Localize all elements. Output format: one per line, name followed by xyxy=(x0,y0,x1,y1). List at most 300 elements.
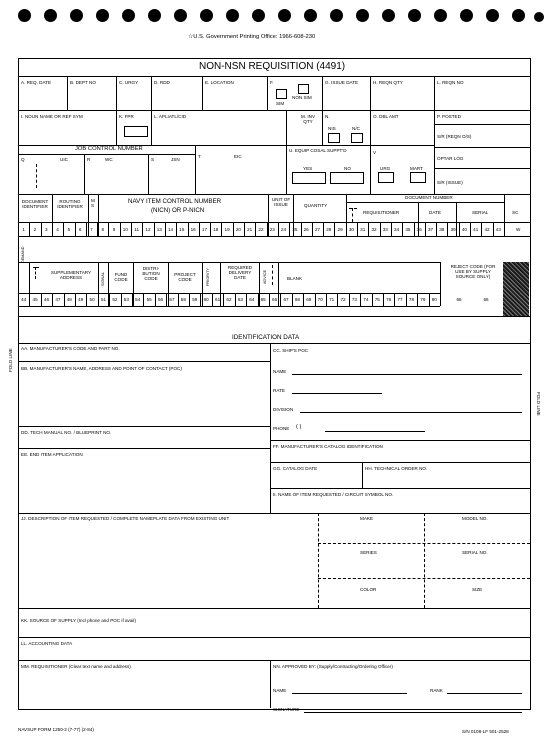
divider xyxy=(18,637,530,638)
card2-column-number: 75 xyxy=(374,297,380,302)
card1-column-number: 5 xyxy=(67,227,71,232)
card2-column-number: 79 xyxy=(420,297,426,302)
non-sim-label: NON SIM xyxy=(292,95,312,100)
nc-label: N/C xyxy=(352,126,360,131)
form-number: NAVSUP FORM 1250-2 (7-77) (2-84) xyxy=(18,727,94,732)
mart-label: MART xyxy=(410,166,423,171)
punch-hole xyxy=(382,9,395,22)
card2-column-number: 69 xyxy=(306,297,312,302)
card1-column-tick xyxy=(447,222,448,236)
divider xyxy=(286,110,287,145)
punch-hole xyxy=(148,9,161,22)
card2-column-tick xyxy=(337,293,338,306)
punch-hole xyxy=(122,9,135,22)
urg-box[interactable] xyxy=(378,172,394,183)
card1-column-tick xyxy=(323,222,324,236)
card1-column-number: 1 xyxy=(22,227,25,232)
dashed-divider xyxy=(352,208,353,222)
nicn-header-2: (NICN) OR P-NICN xyxy=(151,207,205,214)
card2-column-number: 52 xyxy=(112,297,118,302)
punch-hole xyxy=(512,9,525,22)
punch-hole xyxy=(534,12,544,22)
divider xyxy=(322,76,323,110)
card1-column-number: 19 xyxy=(224,227,230,232)
yes-label: YES xyxy=(303,166,313,171)
punch-hole xyxy=(486,9,499,22)
field-ii[interactable]: II. NAME OF ITEM REQUESTED / CIRCUIT SYMBOL NO. xyxy=(273,492,394,497)
card2-column-tick xyxy=(75,293,76,306)
dashed-divider xyxy=(318,578,530,579)
divider xyxy=(346,202,504,203)
card1-column-number: 14 xyxy=(168,227,174,232)
field-location[interactable]: E. LOCATION xyxy=(205,80,234,85)
card1-column-tick xyxy=(29,222,30,236)
card2-column-tick xyxy=(269,293,270,306)
card2-column-tick xyxy=(132,293,133,306)
divider xyxy=(440,262,441,306)
jcn-s: S xyxy=(151,157,155,162)
card2-column-number: 62 xyxy=(226,297,232,302)
jcn-uic[interactable]: UIC xyxy=(60,157,68,162)
size-label[interactable]: SIZE xyxy=(472,587,483,592)
doc-identifier-header: DOCUMENT IDENTIFIER xyxy=(21,199,49,209)
card2-column-number: 46 xyxy=(43,297,50,302)
field-ll[interactable]: LL. ACCOUNTING DATA xyxy=(21,641,73,646)
card2-column-number: 64 xyxy=(249,297,255,302)
field-bb[interactable]: BB. MANUFACTURER'S NAME, ADDRESS AND POINT OF CONTACT (POC) xyxy=(21,366,182,371)
jcn-q: Q xyxy=(21,157,25,162)
requisitioner-header: REQUISITIONER xyxy=(363,210,400,215)
punch-hole xyxy=(304,9,317,22)
serial-header: SERIAL xyxy=(472,210,489,215)
advice-header: ADVICE xyxy=(263,269,267,284)
printing-office-line: ☆U.S. Government Printing Office: 1966-608-230 xyxy=(188,34,316,40)
divider xyxy=(18,222,530,223)
divider xyxy=(18,194,530,195)
card2-column-number: 74 xyxy=(363,297,369,302)
field-rdd[interactable]: D. RDD xyxy=(154,80,170,85)
card2-column-tick xyxy=(246,293,247,306)
card1-column-number: 8 xyxy=(101,227,105,232)
blank-header: BLANK xyxy=(287,276,303,281)
punch-hole xyxy=(174,9,187,22)
card2-column-tick xyxy=(326,293,327,306)
card1-column-number: 17 xyxy=(201,227,208,232)
field-fpr[interactable]: K. FPR xyxy=(119,114,134,119)
card2-column-tick xyxy=(292,293,293,306)
card1-column-tick xyxy=(221,222,222,236)
field-mm[interactable]: MM. REQUISITIONER (Clear text name and address) xyxy=(21,664,131,669)
divider xyxy=(370,110,371,145)
card1-column-tick xyxy=(436,222,437,236)
card2-column-number: 65 xyxy=(260,297,266,302)
field-dept-no[interactable]: B. DEPT NO xyxy=(70,80,96,85)
col-65: 65 xyxy=(456,297,462,302)
field-urgy[interactable]: C. URGY xyxy=(119,80,139,85)
sr-issue-field[interactable]: S/R (ISSUE) xyxy=(437,180,463,185)
serial-no-label[interactable]: SERIAL NO. xyxy=(462,550,488,555)
punch-hole xyxy=(330,9,343,22)
nis-label: NIS xyxy=(328,126,336,131)
jcn-r: R xyxy=(87,157,91,162)
punch-hole xyxy=(278,9,291,22)
card2-column-number: 76 xyxy=(386,297,392,302)
divider xyxy=(202,76,203,110)
jcn-v: V xyxy=(373,150,377,155)
card1-column-number: 10 xyxy=(122,227,128,232)
jcn-jsn[interactable]: JSN xyxy=(171,157,180,162)
approver-rank-label: RANK xyxy=(430,688,443,693)
field-posted[interactable]: P. POSTED xyxy=(437,114,461,119)
card2-column-number: 49 xyxy=(78,297,84,302)
signature-line[interactable] xyxy=(304,712,522,713)
card2-column-number: 59 xyxy=(192,297,198,302)
card1-column-tick xyxy=(493,222,494,236)
card2-column-tick xyxy=(417,293,418,306)
no-box[interactable] xyxy=(330,172,364,184)
sc-w-value: W xyxy=(516,227,521,232)
card1-column-number: 26 xyxy=(303,227,309,232)
card1-column-tick xyxy=(41,222,42,236)
priority-header: PRIORITY xyxy=(206,268,210,286)
dashed-mark xyxy=(349,208,357,209)
urg-label: URG xyxy=(380,166,391,171)
divider xyxy=(434,110,435,194)
field-apl[interactable]: L. APLIATL/CID xyxy=(154,114,187,119)
card2-column-tick xyxy=(52,293,53,306)
divider xyxy=(18,262,440,263)
divider xyxy=(322,110,323,145)
divider xyxy=(18,361,270,362)
divider xyxy=(434,76,435,110)
nicn-header: NAVY ITEM CONTROL NUMBER xyxy=(128,198,222,205)
divider xyxy=(18,343,530,344)
card2-column-tick xyxy=(143,293,144,306)
approver-name-label: NAME xyxy=(273,688,287,693)
card1-column-tick xyxy=(244,222,245,236)
divider xyxy=(18,608,530,609)
card1-column-number: 16 xyxy=(190,227,196,232)
card2-column-tick xyxy=(29,293,30,306)
card1-column-tick xyxy=(425,222,426,236)
poc-phone-label: PHONE xyxy=(273,426,290,431)
field-req-date[interactable]: A. REQ. DATE xyxy=(21,80,52,85)
card1-column-number: 4 xyxy=(56,227,59,232)
card1-column-tick xyxy=(459,222,460,236)
card1-column-tick xyxy=(131,222,132,236)
card1-column-number: 23 xyxy=(269,227,275,232)
field-issue-date[interactable]: G. ISSUE DATE xyxy=(325,80,359,85)
card1-column-tick xyxy=(75,222,76,236)
card1-column-number: 13 xyxy=(156,227,162,232)
poc-rate-label: RATE xyxy=(273,388,285,393)
field-jj[interactable]: JJ. DESCRIPTION OF ITEM REQUESTED / COMPLETE NAMEPLATE DATA FROM EXISTING UNIT xyxy=(21,516,230,521)
field-cc[interactable]: CC. SHIP'S POC xyxy=(273,348,309,353)
nc-checkbox[interactable] xyxy=(351,133,363,143)
card2-column-tick xyxy=(121,293,122,306)
make-label[interactable]: MAKE xyxy=(360,516,374,521)
card2-column-number: 80 xyxy=(431,297,437,302)
card2-column-tick xyxy=(349,293,350,306)
field-n-label: N. xyxy=(325,114,330,119)
rate-line[interactable] xyxy=(292,393,382,394)
punch-hole xyxy=(200,9,213,22)
card1-column-tick xyxy=(312,222,313,236)
card2-column-number: 44 xyxy=(21,297,27,302)
distribution-code-header: DISTRI-BUTION CODE xyxy=(142,266,160,281)
divider xyxy=(195,145,196,194)
card1-column-number: 9 xyxy=(112,227,116,232)
signal-header: SIGNAL xyxy=(101,272,105,286)
supp-address-header: SUPPLEMENTARY ADDRESS xyxy=(50,270,92,280)
card2-column-tick xyxy=(166,293,167,306)
card2-column-tick xyxy=(429,293,430,306)
fpr-box[interactable] xyxy=(124,126,148,137)
card1-column-tick xyxy=(97,222,98,236)
card1-column-tick xyxy=(210,222,211,236)
divider xyxy=(18,293,440,294)
optar-log-field[interactable]: OPTAR LOG xyxy=(437,156,464,161)
card1-column-tick xyxy=(289,222,290,236)
non-sim-checkbox[interactable] xyxy=(298,84,309,94)
card2-column-number: 78 xyxy=(408,297,415,302)
stock-number: S/N 0108-LF 501-2528 xyxy=(462,729,509,734)
card2-column-tick xyxy=(212,293,213,306)
card1-column-number: 29 xyxy=(337,227,343,232)
fund-code-header: FUND CODE xyxy=(114,272,128,282)
card2-column-tick xyxy=(86,293,87,306)
punch-hole xyxy=(408,9,421,22)
model-label[interactable]: MODEL NO. xyxy=(462,516,488,521)
quantity-header: QUANTITY xyxy=(304,203,328,208)
series-label[interactable]: SERIES xyxy=(360,550,377,555)
poc-name-label: NAME xyxy=(273,369,287,374)
sim-checkbox[interactable] xyxy=(276,89,287,99)
shaded-block xyxy=(503,262,529,316)
card1-column-number: 34 xyxy=(394,227,400,232)
phone-line[interactable] xyxy=(325,431,425,432)
sc-header: SC xyxy=(512,210,519,215)
card2-column-tick xyxy=(235,293,236,306)
card2-column-number: 72 xyxy=(340,297,346,302)
card1-column-number: 3 xyxy=(44,227,48,232)
poc-division-label: DIVISION xyxy=(273,407,294,412)
divider xyxy=(434,147,530,148)
card1-column-tick xyxy=(357,222,358,236)
divider xyxy=(370,76,371,110)
divider xyxy=(18,306,440,307)
project-code-header: PROJECT CODE xyxy=(174,272,196,282)
card2-column-tick xyxy=(383,293,384,306)
demand-header: DEMAND xyxy=(21,246,25,263)
card2-column-number: 54 xyxy=(135,297,141,302)
card2-column-tick xyxy=(178,293,179,306)
divider xyxy=(151,110,152,145)
card1-column-number: 37 xyxy=(427,227,434,232)
punch-hole xyxy=(434,9,447,22)
card1-column-tick xyxy=(278,222,279,236)
card2-column-number: 77 xyxy=(397,297,403,302)
field-dd[interactable]: DD. TECH MANUAL NO. / BLUEPRINT NO. xyxy=(21,430,112,435)
dashed-mark xyxy=(33,267,39,268)
date-header: DATE xyxy=(429,210,441,215)
sim-label: SIM xyxy=(276,101,285,106)
card1-column-number: 6 xyxy=(78,227,82,232)
card1-column-tick xyxy=(267,222,268,236)
jcn-t: T xyxy=(198,154,201,159)
divider xyxy=(18,316,530,317)
divider xyxy=(18,76,530,77)
card1-column-tick xyxy=(165,222,166,236)
col-66: 66 xyxy=(483,297,489,302)
card2-column-number: 57 xyxy=(169,297,175,302)
card1-column-tick xyxy=(154,222,155,236)
divider xyxy=(270,440,530,441)
card1-column-number: 21 xyxy=(247,227,253,232)
dashed-divider xyxy=(318,513,319,608)
dashed-divider xyxy=(36,164,37,188)
divider xyxy=(270,660,271,708)
card1-column-number: 35 xyxy=(405,227,411,232)
dashed-divider xyxy=(272,265,273,285)
division-line[interactable] xyxy=(300,412,522,413)
document-number-header: DOCUMENT NUMBER xyxy=(405,195,453,200)
punch-hole xyxy=(70,9,83,22)
jcn-equip-cosal[interactable]: U. EQUIP COSAL SUPPT'D xyxy=(289,148,347,153)
field-inv-qty[interactable]: M. INV QTY xyxy=(300,114,316,124)
card1-column-tick xyxy=(334,222,335,236)
card1-column-number: 12 xyxy=(145,227,151,232)
card1-column-number: 11 xyxy=(134,227,140,232)
card1-column-tick xyxy=(346,222,347,236)
poc-phone-paren: ( ) xyxy=(296,424,302,430)
card1-column-tick xyxy=(176,222,177,236)
card1-column-number: 38 xyxy=(439,227,445,232)
divider xyxy=(18,426,270,427)
divider xyxy=(370,145,371,194)
card1-column-tick xyxy=(470,222,471,236)
yes-box[interactable] xyxy=(292,172,326,184)
jcn-title: JOB CONTROL NUMBER xyxy=(75,146,143,152)
approver-rank-line[interactable] xyxy=(447,693,522,694)
card2-column-tick xyxy=(189,293,190,306)
card2-column-number: 71 xyxy=(329,297,335,302)
dashed-divider xyxy=(318,543,530,544)
field-gg[interactable]: GG. CATALOG DATE xyxy=(273,466,318,471)
divider xyxy=(362,462,363,488)
card1-column-number: 30 xyxy=(348,227,354,232)
card1-column-tick xyxy=(481,222,482,236)
card1-column-number: 18 xyxy=(213,227,219,232)
card1-column-number: 22 xyxy=(258,227,264,232)
jcn-wc[interactable]: WC xyxy=(105,157,113,162)
approver-name-line[interactable] xyxy=(292,693,407,694)
fold-line-left: FOLD LINE xyxy=(8,348,13,372)
divider xyxy=(84,154,85,194)
card1-column-tick xyxy=(380,222,381,236)
punch-hole xyxy=(44,9,57,22)
punch-hole xyxy=(460,9,473,22)
card1-column-tick xyxy=(368,222,369,236)
card2-column-tick xyxy=(406,293,407,306)
nis-checkbox[interactable] xyxy=(328,133,340,143)
ident-title: IDENTIFICATION DATA xyxy=(232,334,300,341)
dashed-divider xyxy=(424,513,425,608)
card1-column-number: 41 xyxy=(473,227,479,232)
color-label[interactable]: COLOR xyxy=(360,587,377,592)
card1-column-number: 7 xyxy=(90,227,93,232)
divider xyxy=(267,76,268,110)
card1-column-tick xyxy=(120,222,121,236)
card1-column-number: 42 xyxy=(484,227,490,232)
card2-column-tick xyxy=(315,293,316,306)
card2-column-number: 61 xyxy=(215,297,221,302)
divider xyxy=(18,110,530,111)
punch-hole xyxy=(96,9,109,22)
field-nn[interactable]: NN. APPROVED BY: (Supply/Contracting/Ordering Officer) xyxy=(273,664,393,669)
card2-column-tick xyxy=(360,293,361,306)
divider xyxy=(434,124,530,125)
field-noun-name[interactable]: I. NOUN NAME OR REF SYM xyxy=(21,114,83,119)
punch-hole xyxy=(18,9,31,22)
divider xyxy=(116,110,117,145)
field-hh[interactable]: HH. TECHNICAL ORDER NO. xyxy=(365,466,428,471)
divider xyxy=(18,660,530,661)
field-f-label: F. xyxy=(270,80,274,85)
field-aa[interactable]: AA. MANUFACTURER'S CODE AND PART NO. xyxy=(21,346,120,351)
card1-column-tick xyxy=(402,222,403,236)
card1-column-number: 25 xyxy=(292,227,298,232)
card2-column-number: 60 xyxy=(203,297,209,302)
card2-column-number: 56 xyxy=(157,297,164,302)
divider xyxy=(18,513,530,514)
card1-column-number: 40 xyxy=(461,227,467,232)
card1-column-tick xyxy=(255,222,256,236)
card1-column-tick xyxy=(142,222,143,236)
punch-hole xyxy=(356,9,369,22)
field-sr-reqn-os[interactable]: S/R (REQN O/S) xyxy=(437,134,472,139)
name-line[interactable] xyxy=(292,374,522,375)
card2-column-tick xyxy=(280,293,281,306)
field-ff[interactable]: FF. MANUFACTURER'S CATALOG IDENTIFICATION xyxy=(273,444,383,449)
approver-signature-label: SIGNATURE xyxy=(273,707,300,712)
field-reqn-qty[interactable]: H. REQN QTY xyxy=(373,80,403,85)
card2-column-number: 70 xyxy=(317,297,323,302)
field-dbl-amt[interactable]: O. DBL AMT xyxy=(373,114,399,119)
card2-column-number: 68 xyxy=(294,297,300,302)
card1-column-number: 39 xyxy=(450,227,456,232)
field-reqn-no[interactable]: L. REQN NO xyxy=(437,80,464,85)
field-kk[interactable]: KK. SOURCE OF SUPPLY (Incl phone and POC if avail) xyxy=(21,618,136,623)
card1-column-number: 32 xyxy=(371,227,377,232)
jcn-eic[interactable]: EIC xyxy=(234,154,242,159)
divider xyxy=(116,76,117,110)
card2-column-tick xyxy=(372,293,373,306)
divider xyxy=(151,76,152,110)
divider xyxy=(270,462,530,463)
field-ee[interactable]: EE. END ITEM APPLICATION xyxy=(21,452,83,457)
card2-column-number: 48 xyxy=(66,297,72,302)
card2-column-tick xyxy=(64,293,65,306)
fold-line-right: FOLD LINE xyxy=(536,392,541,416)
divider xyxy=(286,145,287,194)
card1-column-tick xyxy=(63,222,64,236)
card2-column-tick xyxy=(98,293,99,306)
card2-column-number: 53 xyxy=(123,297,129,302)
unit-of-issue-header: UNIT OF ISSUE xyxy=(271,197,291,207)
card2-column-number: 63 xyxy=(237,297,243,302)
mart-box[interactable] xyxy=(410,172,426,183)
